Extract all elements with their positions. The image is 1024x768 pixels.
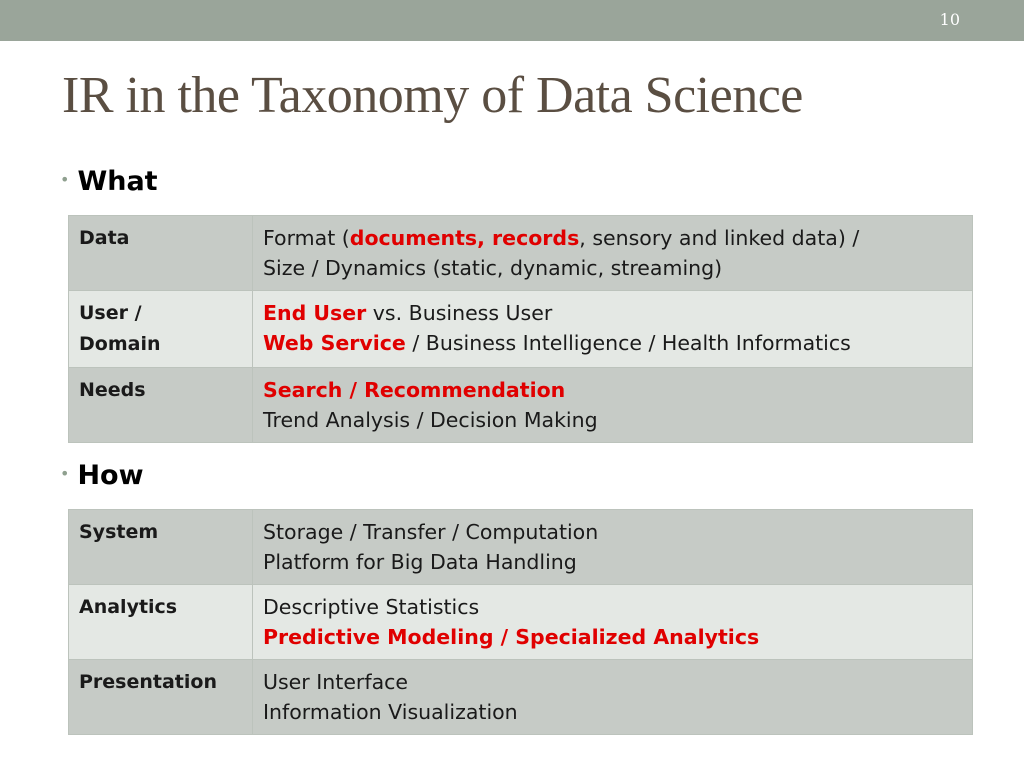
bullet-icon: • — [60, 170, 70, 189]
slide-number: 10 — [939, 10, 960, 29]
row-value-system — [253, 510, 973, 585]
row-value-user-domain — [253, 291, 973, 368]
value-line: Descriptive Statistics — [263, 595, 480, 619]
value-line: User Interface — [263, 670, 409, 694]
section-what — [60, 166, 158, 197]
row-key-label: Domain — [79, 333, 161, 355]
section-how-label: How — [77, 460, 144, 491]
table-row-user-domain — [69, 291, 973, 368]
highlight-text: Web Service — [263, 331, 406, 355]
top-bar — [0, 0, 1024, 41]
row-key-label: Needs — [79, 379, 146, 401]
value-text: Trend Analysis / Decision Making — [263, 408, 598, 432]
row-key-label: Presentation — [79, 671, 217, 693]
row-key-system — [69, 510, 253, 585]
table-row-data — [69, 216, 973, 291]
table-row-system — [69, 510, 973, 585]
highlight-text: documents, records — [349, 226, 580, 250]
bullet-icon: • — [60, 464, 70, 483]
value-line — [263, 253, 964, 283]
value-line: Storage / Transfer / Computation — [263, 520, 599, 544]
row-value-data — [253, 216, 973, 291]
value-line — [263, 405, 964, 435]
highlight-text: Search / Recommendation — [263, 378, 566, 402]
value-text: vs. Business User — [366, 301, 553, 325]
what-table — [68, 215, 973, 443]
how-table — [68, 509, 973, 735]
highlight-text: End User — [263, 301, 367, 325]
section-how — [60, 460, 144, 491]
value-text: Format ( — [263, 226, 350, 250]
value-text: Size / Dynamics (static, dynamic, streaming) — [263, 256, 723, 280]
highlight-text: Predictive Modeling / Specialized Analytics — [263, 625, 760, 649]
row-key-label: Data — [79, 227, 130, 249]
table-row-presentation — [69, 660, 973, 735]
value-line — [263, 375, 964, 405]
row-key-label: Analytics — [79, 596, 178, 618]
row-key-analytics — [69, 585, 253, 660]
row-value-needs — [253, 368, 973, 443]
row-value-analytics — [253, 585, 973, 660]
section-what-label: What — [77, 166, 158, 197]
value-line — [263, 298, 964, 328]
value-text: / Business Intelligence / Health Informatics — [405, 331, 851, 355]
value-line — [263, 223, 964, 253]
row-key-data — [69, 216, 253, 291]
table-row-analytics — [69, 585, 973, 660]
table-row-needs — [69, 368, 973, 443]
row-key-user-domain — [69, 291, 253, 368]
slide-title: IR in the Taxonomy of Data Science — [62, 67, 803, 124]
row-value-presentation — [253, 660, 973, 735]
value-line: Platform for Big Data Handling — [263, 550, 577, 574]
row-key-label: System — [79, 521, 159, 543]
row-key-presentation — [69, 660, 253, 735]
value-text: , sensory and linked data) / — [579, 226, 860, 250]
value-line — [263, 622, 964, 652]
value-line — [263, 328, 964, 358]
row-key-label: User / — [79, 302, 142, 324]
row-key-needs — [69, 368, 253, 443]
value-line: Information Visualization — [263, 700, 518, 724]
